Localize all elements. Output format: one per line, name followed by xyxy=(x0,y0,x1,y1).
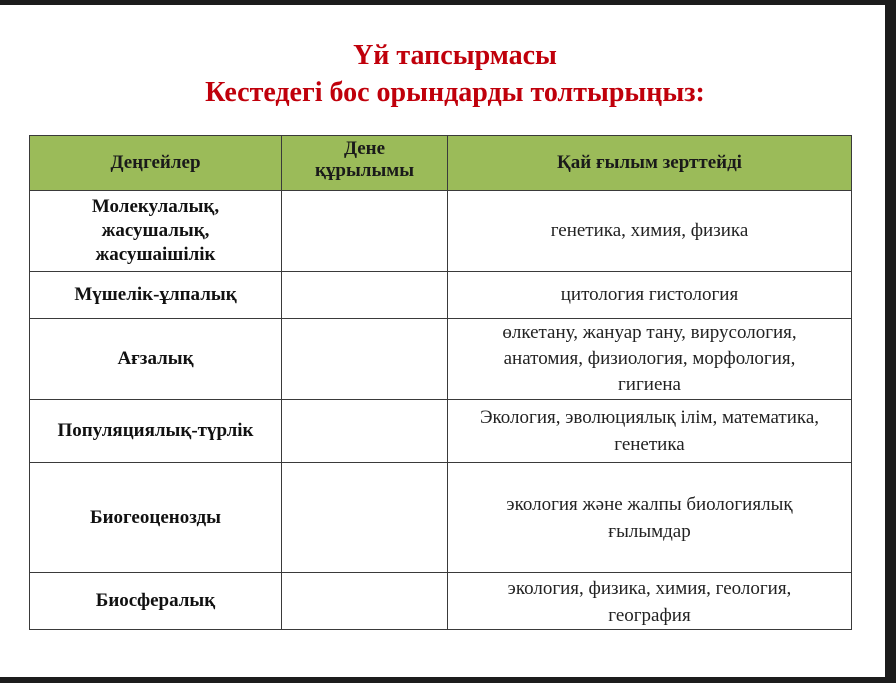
science-cell xyxy=(448,319,852,400)
table-header-row xyxy=(30,136,852,191)
science-label: экология, физика, химия, геология, география xyxy=(507,578,792,626)
level-cell: Биосфералық xyxy=(30,573,282,630)
science-cell xyxy=(448,573,852,630)
table-row xyxy=(30,319,852,400)
science-cell xyxy=(448,463,852,573)
table-row xyxy=(30,191,852,272)
science-cell: Экология, эволюциялық ілім, математика, генетика xyxy=(448,400,852,463)
levels-table xyxy=(29,135,852,630)
slide xyxy=(0,5,885,677)
science-cell: цитология гистология xyxy=(448,272,852,319)
structure-cell xyxy=(282,463,448,573)
screen-edge xyxy=(885,0,896,683)
header-body-structure xyxy=(282,136,448,191)
level-cell: Мүшелік-ұлпалық xyxy=(30,272,282,319)
structure-cell xyxy=(282,400,448,463)
table-row xyxy=(30,272,852,319)
level-cell: Биогеоценозды xyxy=(30,463,282,573)
science-label: өлкетану, жануар тану, вирусология, анатомия, физиология, морфология, гигиена xyxy=(502,322,797,395)
header-body-structure-label: Дене құрылымы xyxy=(314,138,415,181)
page-subtitle: Кестедегі бос орындарды толтырыңыз: xyxy=(205,77,705,108)
header-science: Қай ғылым зерттейді xyxy=(448,136,852,191)
header-levels: Деңгейлер xyxy=(30,136,282,191)
level-cell: Ағзалық xyxy=(30,319,282,400)
structure-cell xyxy=(282,272,448,319)
page-title: Үй тапсырмасы xyxy=(353,40,557,71)
table-row xyxy=(30,573,852,630)
structure-cell xyxy=(282,191,448,272)
table-row xyxy=(30,400,852,463)
structure-cell xyxy=(282,573,448,630)
science-cell: генетика, химия, физика xyxy=(448,191,852,272)
level-label: Молекулалық, жасушалық, жасушаішілік xyxy=(91,196,220,265)
science-label: экология және жалпы биологиялық ғылымдар xyxy=(506,493,793,542)
table-row xyxy=(30,463,852,573)
level-cell xyxy=(30,191,282,272)
level-cell: Популяциялық-түрлік xyxy=(30,400,282,463)
structure-cell xyxy=(282,319,448,400)
